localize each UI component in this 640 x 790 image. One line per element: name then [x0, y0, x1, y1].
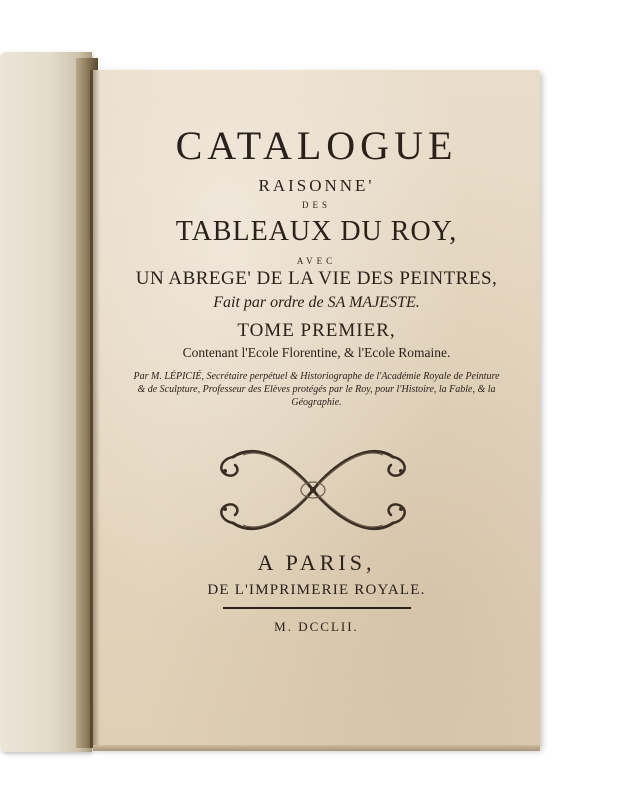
subtitle-fait: Fait par ordre de SA MAJESTE.	[213, 294, 420, 311]
imprint-place: A PARIS,	[257, 550, 376, 575]
volume-label: TOME PREMIER,	[237, 320, 396, 341]
imprint-rule	[223, 607, 411, 609]
imprint-year: M. DCCLII.	[274, 619, 359, 634]
subtitle-des: DES	[301, 200, 331, 210]
page-bottom-edge	[93, 745, 540, 751]
subtitle-tableaux: TABLEAUX DU ROY,	[175, 216, 458, 247]
volume-contents: Contenant l'Ecole Florentine, & l'Ecole Romaine.	[182, 345, 451, 360]
author-line: Par M. LÉPICIÉ, Secrétaire perpétuel & Historiographe de l'Académie Royale de Peinture & de Sculpture, Professeur des Elèves protégés par le Roy, pour l'Histoire, la Fable, & la Géographie.	[133, 371, 500, 408]
subtitle-abrege: UN ABREGE' DE LA VIE DES PEINTRES,	[135, 268, 498, 289]
subtitle-raisonne: RAISONNE'	[258, 176, 375, 195]
spine-shadow	[90, 70, 100, 748]
book-title: CATALOGUE	[175, 123, 458, 168]
title-page	[93, 70, 540, 748]
subtitle-avec: AVEC	[296, 256, 337, 266]
imprint-printer: DE L'IMPRIMERIE ROYALE.	[207, 582, 426, 598]
crossed-scroll-ornament-icon	[203, 435, 423, 545]
